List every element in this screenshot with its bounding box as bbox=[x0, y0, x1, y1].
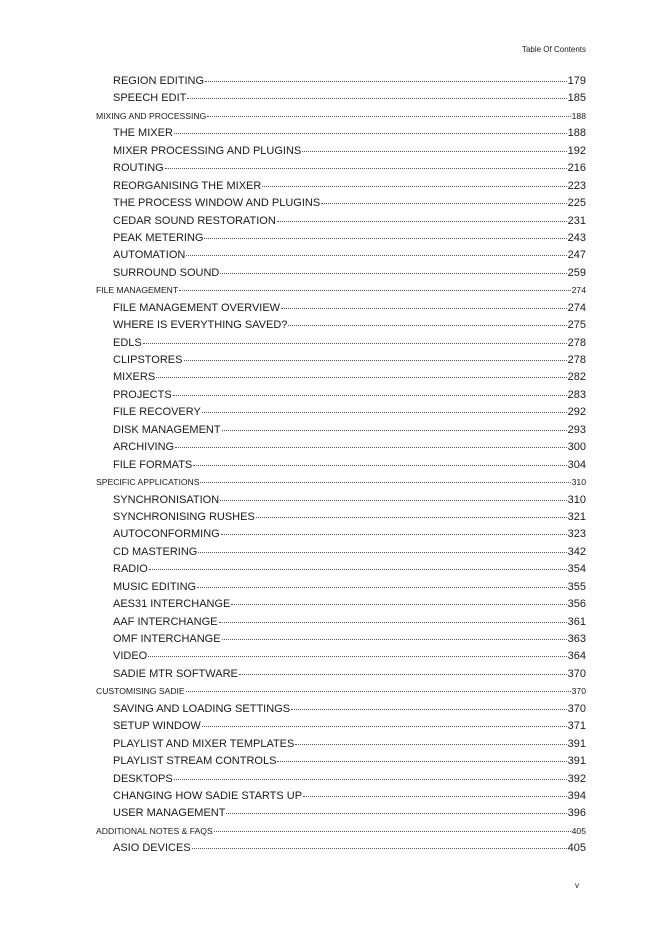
table-of-contents bbox=[96, 73, 586, 858]
dot-leader bbox=[204, 238, 566, 239]
toc-entry-page: 394 bbox=[567, 789, 586, 802]
dot-leader bbox=[173, 395, 567, 396]
toc-entry-page: 192 bbox=[567, 144, 586, 157]
toc-entry-title: THE MIXER bbox=[113, 127, 173, 140]
dot-leader bbox=[226, 813, 566, 814]
dot-leader bbox=[288, 325, 566, 326]
dot-leader bbox=[193, 465, 566, 466]
dot-leader bbox=[231, 604, 566, 605]
dot-leader bbox=[222, 430, 567, 431]
toc-subsection-entry[interactable] bbox=[96, 387, 586, 404]
dot-leader bbox=[262, 186, 566, 187]
toc-entry-title: EDLS bbox=[113, 336, 142, 349]
toc-entry-page: 321 bbox=[567, 510, 586, 523]
toc-entry-title: FILE FORMATS bbox=[113, 458, 193, 471]
toc-subsection-entry[interactable] bbox=[96, 160, 586, 177]
running-header: Table Of Contents bbox=[521, 45, 586, 54]
toc-entry-title: MIXER PROCESSING AND PLUGINS bbox=[113, 144, 302, 157]
toc-subsection-entry[interactable] bbox=[96, 788, 586, 805]
dot-leader bbox=[175, 447, 567, 448]
toc-entry-page: 342 bbox=[567, 545, 586, 558]
toc-subsection-entry[interactable] bbox=[96, 247, 586, 264]
toc-entry-page: 356 bbox=[567, 598, 586, 611]
toc-subsection-entry[interactable] bbox=[96, 335, 586, 352]
toc-subsection-entry[interactable] bbox=[96, 195, 586, 212]
toc-subsection-entry[interactable] bbox=[96, 213, 586, 230]
dot-leader bbox=[321, 203, 566, 204]
toc-entry-page: 179 bbox=[567, 75, 586, 87]
toc-entry-title: ADDITIONAL NOTES & FAQS bbox=[96, 825, 213, 836]
toc-entry-title: MIXERS bbox=[113, 371, 156, 384]
toc-subsection-entry[interactable] bbox=[96, 265, 586, 282]
dot-leader bbox=[198, 552, 566, 553]
toc-entry-title: ASIO DEVICES bbox=[113, 842, 191, 855]
toc-entry-title: AAF INTERCHANGE bbox=[113, 615, 218, 628]
toc-entry-title: CUSTOMISING SADIE bbox=[96, 686, 185, 697]
toc-entry-title: SAVING AND LOADING SETTINGS bbox=[113, 702, 291, 715]
toc-entry-title: THE PROCESS WINDOW AND PLUGINS bbox=[113, 197, 321, 210]
toc-subsection-entry[interactable] bbox=[96, 317, 586, 334]
toc-entry-title: VIDEO bbox=[113, 650, 148, 663]
toc-entry-title: REORGANISING THE MIXER bbox=[113, 179, 262, 192]
toc-subsection-entry[interactable] bbox=[96, 666, 586, 683]
dot-leader bbox=[205, 81, 567, 82]
toc-entry-page: 371 bbox=[567, 720, 586, 733]
toc-entry-page: 392 bbox=[567, 772, 586, 785]
toc-entry-page: 275 bbox=[567, 319, 586, 332]
toc-entry-title: AES31 INTERCHANGE bbox=[113, 598, 231, 611]
toc-subsection-entry[interactable] bbox=[96, 73, 586, 90]
toc-entry-page: 391 bbox=[567, 737, 586, 750]
toc-entry-page: 364 bbox=[567, 650, 586, 663]
toc-entry-page: 231 bbox=[567, 214, 586, 227]
toc-entry-title: PEAK METERING bbox=[113, 231, 204, 244]
dot-leader bbox=[174, 133, 567, 134]
toc-section-entry[interactable] bbox=[96, 683, 586, 700]
toc-entry-page: 391 bbox=[567, 755, 586, 768]
toc-entry-page: 283 bbox=[567, 388, 586, 401]
page-number: v bbox=[575, 881, 579, 890]
toc-entry-title: SADIE MTR SOFTWARE bbox=[113, 667, 238, 680]
toc-entry-page: 370 bbox=[567, 667, 586, 680]
toc-entry-page: 223 bbox=[567, 179, 586, 192]
toc-entry-title: CD MASTERING bbox=[113, 545, 198, 558]
toc-entry-page: 405 bbox=[571, 825, 586, 836]
toc-entry-page: 247 bbox=[567, 249, 586, 262]
toc-entry-page: 259 bbox=[567, 266, 586, 279]
toc-subsection-entry[interactable] bbox=[96, 718, 586, 735]
toc-subsection-entry[interactable] bbox=[96, 544, 586, 561]
toc-entry-page: 355 bbox=[567, 580, 586, 593]
toc-entry-page: 310 bbox=[567, 493, 586, 506]
toc-entry-title: DISK MANAGEMENT bbox=[113, 423, 221, 436]
toc-entry-title: CLIPSTORES bbox=[113, 354, 183, 366]
toc-subsection-entry[interactable] bbox=[96, 178, 586, 195]
toc-subsection-entry[interactable] bbox=[96, 561, 586, 578]
dot-leader bbox=[184, 360, 567, 361]
toc-entry-title: SYNCHRONISING RUSHES bbox=[113, 510, 255, 523]
toc-entry-page: 310 bbox=[571, 477, 586, 488]
dot-leader bbox=[165, 168, 567, 169]
toc-subsection-entry[interactable] bbox=[96, 840, 586, 857]
toc-entry-page: 216 bbox=[567, 162, 586, 175]
dot-leader bbox=[202, 726, 567, 727]
toc-subsection-entry[interactable] bbox=[96, 736, 586, 753]
dot-leader bbox=[200, 482, 570, 483]
toc-subsection-entry[interactable] bbox=[96, 771, 586, 788]
toc-subsection-entry[interactable] bbox=[96, 230, 586, 247]
toc-entry-page: 188 bbox=[567, 127, 586, 140]
toc-entry-title: AUTOMATION bbox=[113, 249, 186, 262]
toc-entry-page: 282 bbox=[567, 371, 586, 384]
dot-leader bbox=[277, 761, 566, 762]
toc-entry-title: PLAYLIST STREAM CONTROLS bbox=[113, 755, 277, 768]
toc-subsection-entry[interactable] bbox=[96, 648, 586, 665]
toc-entry-page: 278 bbox=[567, 354, 586, 366]
toc-entry-title: WHERE IS EVERYTHING SAVED? bbox=[113, 319, 288, 332]
toc-subsection-entry[interactable] bbox=[96, 753, 586, 770]
toc-subsection-entry[interactable] bbox=[96, 125, 586, 142]
toc-entry-page: 188 bbox=[571, 110, 586, 121]
toc-entry-title: CHANGING HOW SADIE STARTS UP bbox=[113, 789, 303, 802]
toc-subsection-entry[interactable] bbox=[96, 526, 586, 543]
dot-leader bbox=[239, 674, 567, 675]
toc-subsection-entry[interactable] bbox=[96, 457, 586, 474]
toc-subsection-entry[interactable] bbox=[96, 614, 586, 631]
dot-leader bbox=[179, 290, 571, 291]
toc-entry-title: RADIO bbox=[113, 563, 148, 576]
toc-entry-title: USER MANAGEMENT bbox=[113, 807, 226, 820]
toc-subsection-entry[interactable] bbox=[96, 352, 586, 369]
toc-subsection-entry[interactable] bbox=[96, 439, 586, 456]
toc-subsection-entry[interactable] bbox=[96, 631, 586, 648]
toc-entry-page: 354 bbox=[567, 563, 586, 576]
toc-subsection-entry[interactable] bbox=[96, 805, 586, 822]
toc-subsection-entry[interactable] bbox=[96, 596, 586, 613]
toc-entry-page: 361 bbox=[567, 615, 586, 628]
dot-leader bbox=[186, 691, 571, 692]
toc-entry-page: 293 bbox=[567, 423, 586, 436]
toc-subsection-entry[interactable] bbox=[96, 492, 586, 509]
dot-leader bbox=[219, 622, 567, 623]
dot-leader bbox=[174, 779, 567, 780]
toc-entry-title: DESKTOPS bbox=[113, 772, 173, 785]
toc-entry-page: 225 bbox=[567, 197, 586, 210]
toc-entry-title: SPEECH EDIT bbox=[113, 92, 187, 105]
toc-entry-title: SYNCHRONISATION bbox=[113, 493, 220, 506]
toc-entry-title: PROJECTS bbox=[113, 388, 172, 401]
toc-entry-title: AUTOCONFORMING bbox=[113, 528, 220, 541]
toc-entry-page: 304 bbox=[567, 458, 586, 471]
toc-entry-page: 274 bbox=[571, 285, 586, 296]
dot-leader bbox=[221, 534, 567, 535]
dot-leader bbox=[156, 377, 566, 378]
toc-entry-title: SPECIFIC APPLICATIONS bbox=[96, 477, 200, 488]
toc-entry-page: 396 bbox=[567, 807, 586, 820]
toc-entry-title: PLAYLIST AND MIXER TEMPLATES bbox=[113, 737, 295, 750]
toc-entry-title: FILE MANAGEMENT bbox=[96, 285, 179, 296]
dot-leader bbox=[187, 98, 566, 99]
dot-leader bbox=[302, 151, 566, 152]
toc-section-entry[interactable] bbox=[96, 282, 586, 299]
toc-subsection-entry[interactable] bbox=[96, 422, 586, 439]
toc-entry-page: 323 bbox=[567, 528, 586, 541]
toc-entry-page: 292 bbox=[567, 406, 586, 419]
toc-subsection-entry[interactable] bbox=[96, 404, 586, 421]
toc-entry-page: 370 bbox=[571, 686, 586, 697]
toc-entry-title: REGION EDITING bbox=[113, 75, 205, 87]
dot-leader bbox=[186, 255, 566, 256]
toc-entry-page: 274 bbox=[567, 301, 586, 314]
toc-entry-title: CEDAR SOUND RESTORATION bbox=[113, 214, 276, 227]
toc-entry-page: 185 bbox=[567, 92, 586, 105]
toc-subsection-entry[interactable] bbox=[96, 579, 586, 596]
toc-entry-page: 300 bbox=[567, 441, 586, 454]
toc-section-entry[interactable] bbox=[96, 108, 586, 125]
dot-leader bbox=[148, 656, 566, 657]
dot-leader bbox=[202, 412, 567, 413]
toc-subsection-entry[interactable] bbox=[96, 300, 586, 317]
toc-section-entry[interactable] bbox=[96, 823, 586, 840]
toc-entry-page: 370 bbox=[567, 702, 586, 715]
toc-subsection-entry[interactable] bbox=[96, 143, 586, 160]
dot-leader bbox=[222, 639, 567, 640]
toc-entry-title: ROUTING bbox=[113, 162, 164, 175]
dot-leader bbox=[207, 116, 570, 117]
toc-entry-title: FILE RECOVERY bbox=[113, 406, 201, 419]
dot-leader bbox=[220, 500, 567, 501]
dot-leader bbox=[256, 517, 567, 518]
toc-subsection-entry[interactable] bbox=[96, 369, 586, 386]
toc-entry-page: 243 bbox=[567, 231, 586, 244]
toc-subsection-entry[interactable] bbox=[96, 90, 586, 107]
toc-subsection-entry[interactable] bbox=[96, 509, 586, 526]
dot-leader bbox=[143, 343, 567, 344]
dot-leader bbox=[192, 848, 567, 849]
dot-leader bbox=[220, 273, 566, 274]
toc-section-entry[interactable] bbox=[96, 474, 586, 491]
toc-entry-title: SETUP WINDOW bbox=[113, 720, 201, 733]
dot-leader bbox=[291, 709, 567, 710]
toc-entry-title: MIXING AND PROCESSING bbox=[96, 110, 207, 121]
dot-leader bbox=[214, 831, 571, 832]
toc-entry-page: 278 bbox=[567, 336, 586, 349]
toc-entry-title: ARCHIVING bbox=[113, 441, 175, 454]
toc-entry-title: FILE MANAGEMENT OVERVIEW bbox=[113, 301, 281, 314]
toc-subsection-entry[interactable] bbox=[96, 701, 586, 718]
toc-entry-title: SURROUND SOUND bbox=[113, 266, 220, 279]
toc-entry-title: MUSIC EDITING bbox=[113, 580, 197, 593]
dot-leader bbox=[281, 308, 567, 309]
dot-leader bbox=[197, 587, 567, 588]
dot-leader bbox=[295, 744, 566, 745]
dot-leader bbox=[303, 796, 567, 797]
dot-leader bbox=[277, 221, 567, 222]
toc-entry-page: 363 bbox=[567, 633, 586, 645]
toc-entry-title: OMF INTERCHANGE bbox=[113, 633, 221, 645]
toc-entry-page: 405 bbox=[567, 842, 586, 855]
dot-leader bbox=[149, 569, 567, 570]
